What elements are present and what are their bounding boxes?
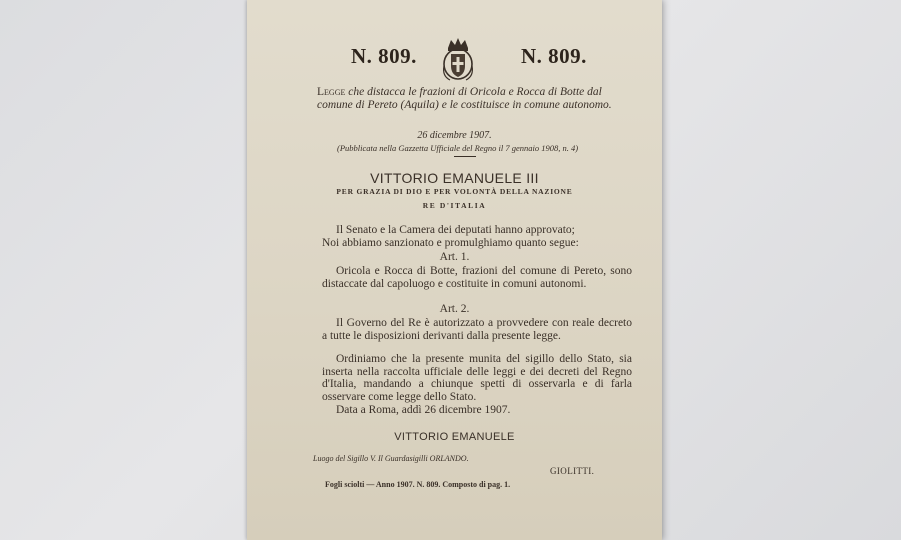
king-title: RE D'ITALIA bbox=[422, 201, 487, 210]
king-grace-line: PER GRAZIA DI DIO E PER VOLONTÀ DELLA NAZIONE bbox=[336, 187, 573, 196]
preamble-line-2: Noi abbiamo sanzionato e promulghiamo quanto segue: bbox=[322, 237, 579, 249]
separator-rule bbox=[454, 156, 476, 157]
countersignature: GIOLITTI. bbox=[550, 466, 595, 476]
footer-note: Fogli sciolti — Anno 1907. N. 809. Composto di pag. 1. bbox=[325, 480, 511, 489]
publication-note: (Pubblicata nella Gazzetta Ufficiale del Regno il 7 gennaio 1908, n. 4) bbox=[337, 143, 579, 153]
law-title-text: che distacca le frazioni di Oricola e Rocca di Botte dal comune di Pereto (Aquila) e le costituisce in comune autonomo. bbox=[317, 86, 612, 111]
law-number-left: N. 809. bbox=[351, 44, 417, 68]
law-title-lead: Legge bbox=[317, 86, 346, 98]
document-sheet bbox=[247, 0, 662, 540]
article-2-heading: Art. 2. bbox=[439, 303, 470, 315]
article-1-heading: Art. 1. bbox=[439, 251, 470, 263]
preamble-line-1: Il Senato e la Camera dei deputati hanno approvato; bbox=[336, 224, 575, 236]
seal-line: Luogo del Sigillo V. Il Guardasigilli ORLANDO. bbox=[313, 454, 469, 463]
king-name: VITTORIO EMANUELE III bbox=[370, 170, 539, 186]
closing-paragraph: Ordiniamo che la presente munita del sigillo dello Stato, sia inserta nella raccolta ufficiale delle leggi e dei decreti del Regno d'Italia, mandando a chiunque spetti di osservarla e di farla osservare come legge dello Stato. bbox=[322, 353, 632, 403]
article-2-text: Il Governo del Re è autorizzato a provvedere con reale decreto a tutte le disposizioni derivanti dalla presente legge. bbox=[322, 317, 632, 342]
article-1-text: Oricola e Rocca di Botte, frazioni del comune di Pereto, sono distaccate dal capoluogo e costituite in comuni autonomi. bbox=[322, 265, 632, 290]
law-title bbox=[317, 86, 627, 112]
royal-crest-icon bbox=[440, 36, 476, 82]
law-number-right: N. 809. bbox=[521, 44, 587, 68]
king-signature: VITTORIO EMANUELE bbox=[394, 431, 515, 443]
law-date: 26 dicembre 1907. bbox=[417, 130, 492, 141]
place-and-date: Data a Roma, addì 26 dicembre 1907. bbox=[336, 404, 511, 416]
